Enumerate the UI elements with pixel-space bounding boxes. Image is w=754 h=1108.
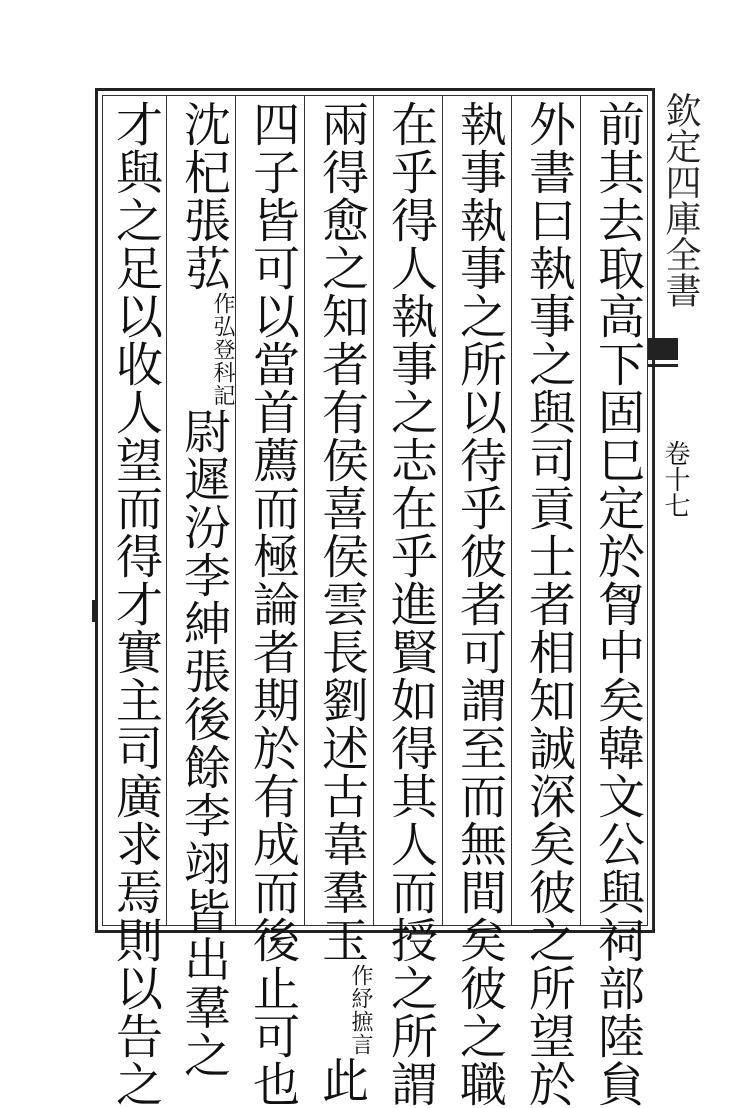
book-title: 欽定四庫全書: [660, 92, 701, 308]
fishtail-mark: [648, 338, 678, 360]
note-right: 登科記: [210, 338, 235, 407]
volume-number: 卷十七: [660, 440, 690, 518]
text-column-7: [172, 100, 235, 1079]
column-text-after: 此: [314, 1056, 369, 1104]
interlinear-note: [208, 292, 234, 407]
text-column-4: [379, 100, 441, 1108]
column-separator: [235, 95, 236, 926]
text-column-6: [241, 100, 303, 1108]
column-text: 外書曰執事之與司貢士者相知誠深矣彼之所望於: [521, 100, 576, 1108]
column-separator: [511, 95, 512, 926]
note-left: 作弘: [210, 292, 235, 338]
note-left: 作紓: [348, 964, 373, 1010]
margin-tick: [92, 600, 95, 622]
text-column-3: [448, 100, 510, 1108]
column-separator: [442, 95, 443, 926]
column-text-after: 尉遲汾李紳張後餘李翊皆出羣之: [176, 407, 231, 1079]
column-text: 沈杞張苰: [176, 100, 231, 292]
column-text: 執事執事之所以待乎彼者可謂至而無間矣彼之職: [452, 100, 507, 1108]
column-separator: [166, 95, 167, 926]
fishtail-line: [648, 364, 678, 367]
text-column-8: [104, 100, 166, 1108]
column-separator: [304, 95, 305, 926]
interlinear-note: [346, 964, 372, 1056]
column-text: 前其去取高下固巳定於胷中矣韓文公與祠部陸貟: [590, 100, 645, 1108]
column-text: 才與之足以收人望而得才實主司廣求焉則以告之: [108, 100, 163, 1108]
column-text: 在乎得人執事之志在乎進賢如得其人而授之所謂: [383, 100, 438, 1108]
column-separator: [580, 95, 581, 926]
note-right: 摭言: [348, 1010, 373, 1056]
text-column-5: [310, 100, 373, 1104]
column-separator: [373, 95, 374, 926]
text-column-2: [517, 100, 579, 1108]
column-text: 兩得愈之知者有侯喜侯雲長劉述古韋羣玉: [314, 100, 369, 964]
text-column-1: [586, 100, 648, 1108]
column-text: 四子皆可以當首薦而極論者期於有成而後止可也: [245, 100, 300, 1108]
